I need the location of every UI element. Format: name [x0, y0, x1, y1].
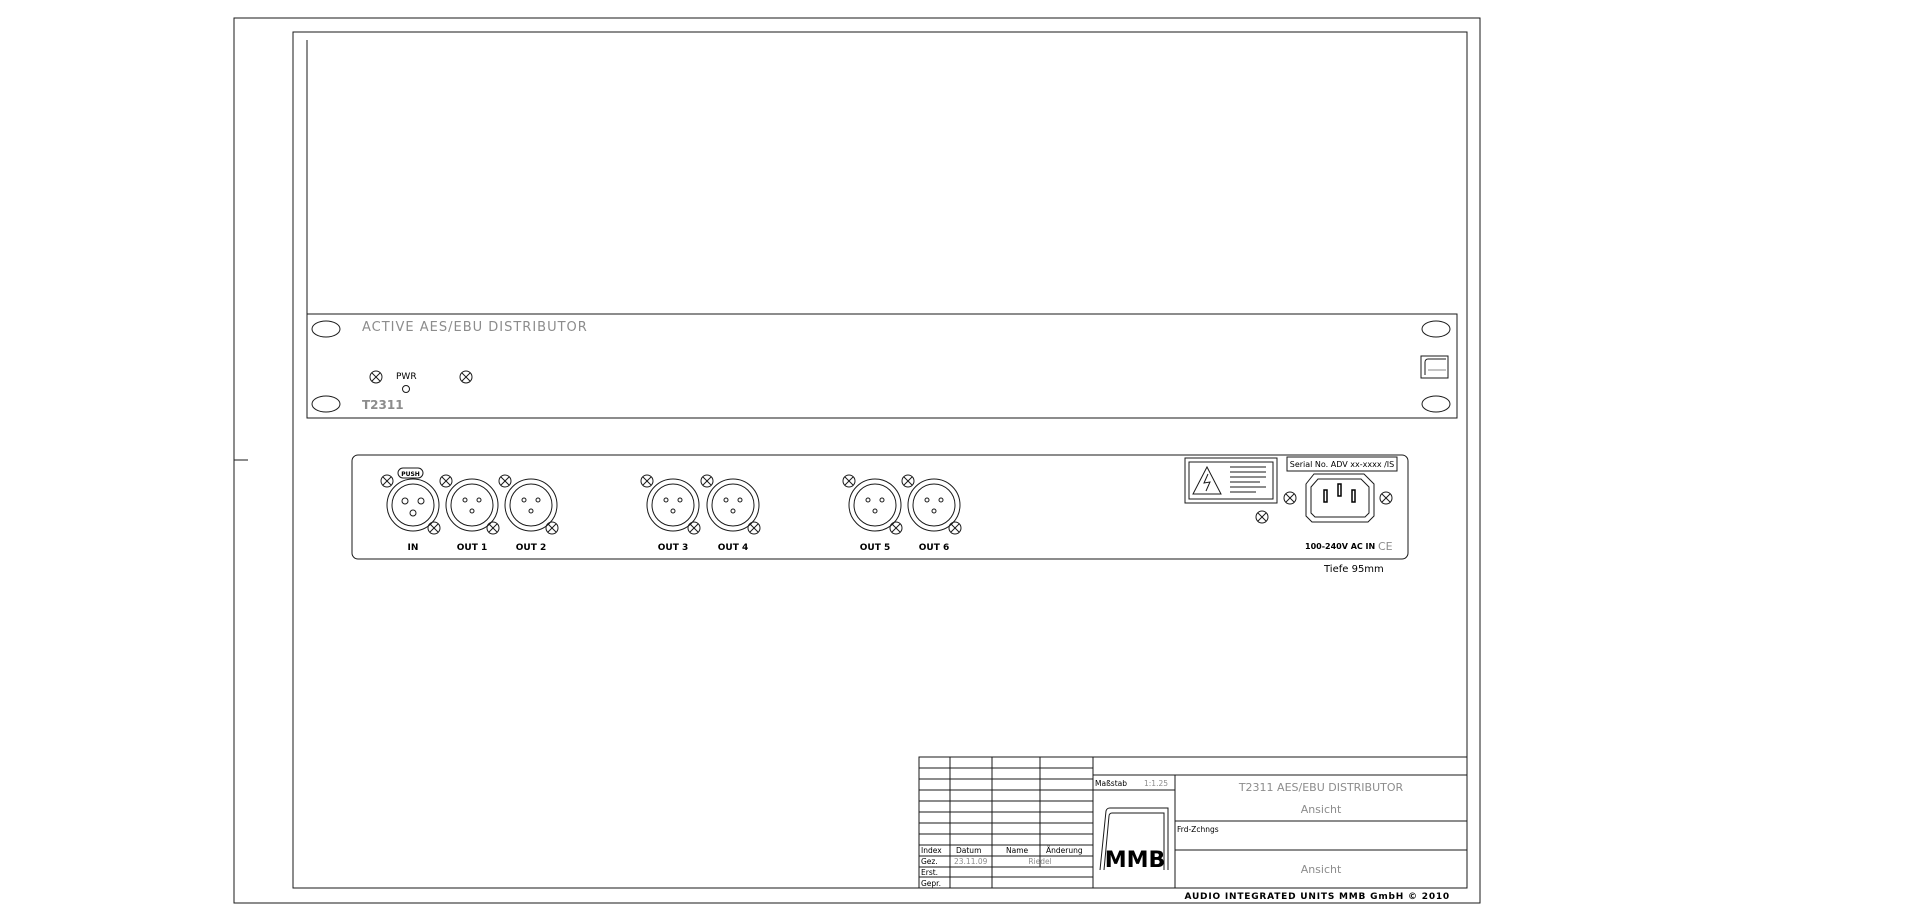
pwr-label: PWR — [396, 372, 417, 382]
revision-header: Änderung — [1046, 846, 1083, 855]
title-block — [919, 757, 1467, 888]
push-label: PUSH — [401, 471, 420, 478]
logo-text: MMB — [1104, 848, 1166, 873]
rack-ear-slot — [1422, 396, 1450, 412]
connector-label: OUT 6 — [918, 543, 950, 553]
screw-icon — [546, 522, 558, 534]
row-label: Erst. — [921, 868, 939, 877]
connector-label: IN — [407, 543, 419, 553]
screw-icon — [641, 475, 653, 487]
scale-value: 1:1.25 — [1144, 779, 1168, 788]
front-panel-title: ACTIVE AES/EBU DISTRIBUTOR — [362, 320, 588, 335]
screw-icon — [890, 522, 902, 534]
rack-ear-slot — [312, 396, 340, 412]
screw-icon — [701, 475, 713, 487]
screw-icon — [1380, 492, 1392, 504]
depth-note: Tiefe 95mm — [1324, 564, 1384, 575]
screw-icon — [499, 475, 511, 487]
drawn-name: Riedel — [1028, 857, 1052, 866]
model-label: T2311 — [362, 398, 404, 412]
row-label: Gepr. — [921, 879, 941, 888]
rack-ear-slot — [1422, 321, 1450, 337]
connector-label: OUT 1 — [456, 543, 488, 553]
view-label: Ansicht — [1300, 863, 1342, 876]
mmb-logo-icon — [1100, 808, 1168, 873]
screw-icon — [487, 522, 499, 534]
screw-icon — [1256, 511, 1268, 523]
serial-label: Serial No. ADV xx-xxxx /IS — [1289, 460, 1395, 469]
power-label: 100-240V AC IN — [1305, 542, 1376, 551]
connector-label: OUT 3 — [657, 543, 689, 553]
screw-icon — [902, 475, 914, 487]
copyright-text: AUDIO INTEGRATED UNITS MMB GmbH © 2010 — [1184, 892, 1450, 902]
revision-header: Index — [921, 846, 942, 855]
screw-icon — [748, 522, 760, 534]
front-panel-view — [307, 40, 1457, 418]
screw-icon — [381, 475, 393, 487]
drawing-number-label: Frd-Zchngs — [1177, 825, 1219, 834]
logo-icon — [1421, 356, 1448, 378]
screw-icon — [949, 522, 961, 534]
rear-panel-view — [352, 455, 1408, 559]
screw-icon — [440, 475, 452, 487]
row-label: Gez. — [921, 857, 938, 866]
drawing-title: T2311 AES/EBU DISTRIBUTOR — [1238, 781, 1404, 794]
rack-ear-slot — [312, 321, 340, 337]
ce-mark: CE — [1378, 540, 1393, 553]
screw-icon — [688, 522, 700, 534]
warning-label — [1185, 458, 1277, 503]
pwr-led-icon — [403, 386, 410, 393]
power-inlet — [1306, 474, 1374, 522]
revision-header: Datum — [956, 846, 982, 855]
scale-label: Maßstab — [1095, 779, 1127, 788]
screw-icon — [428, 522, 440, 534]
revision-header: Name — [1006, 846, 1029, 855]
connector-label: OUT 2 — [515, 543, 547, 553]
screw-icon — [370, 371, 382, 383]
screw-icon — [1284, 492, 1296, 504]
screw-icon — [843, 475, 855, 487]
drawing-subtitle: Ansicht — [1300, 803, 1342, 816]
screw-icon — [460, 371, 472, 383]
connector-label: OUT 5 — [859, 543, 891, 553]
connector-label: OUT 4 — [717, 543, 749, 553]
drawn-date: 23.11.09 — [954, 857, 988, 866]
